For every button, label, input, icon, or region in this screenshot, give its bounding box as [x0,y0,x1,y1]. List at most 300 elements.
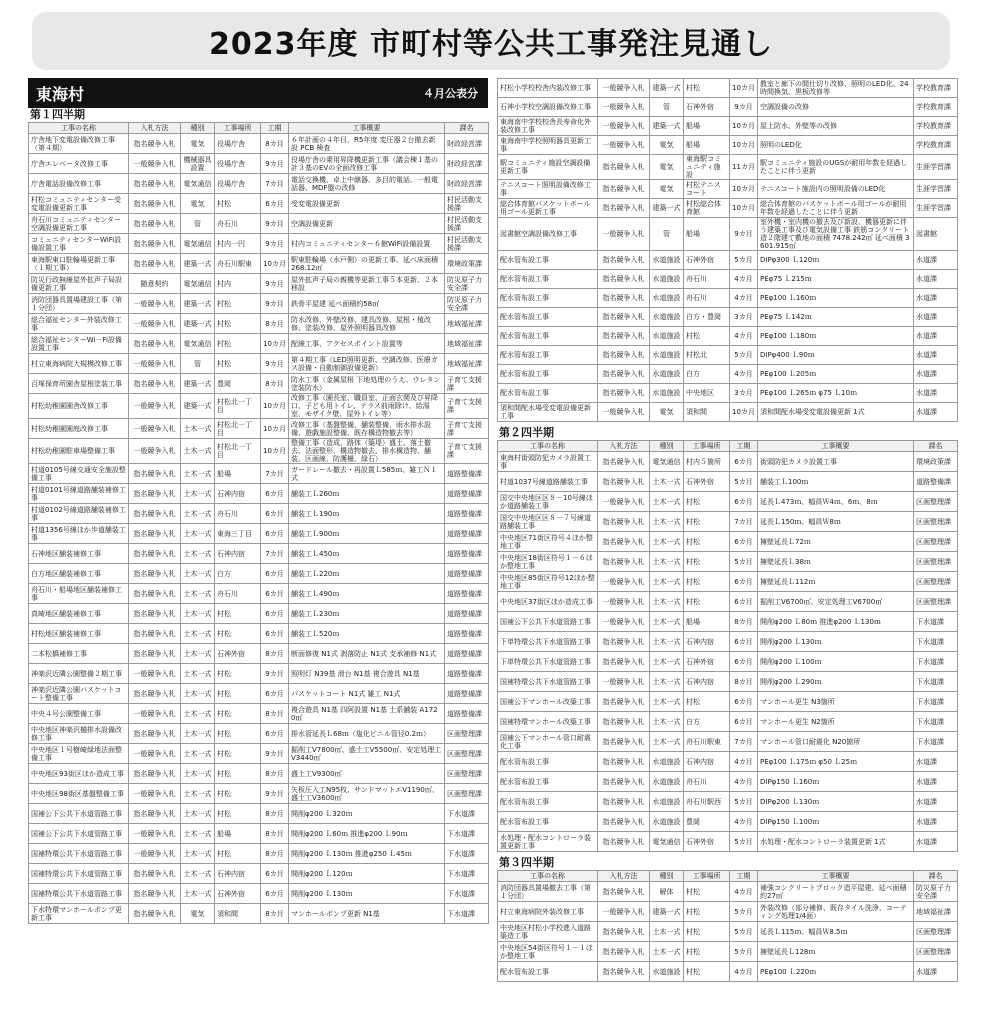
table-row [29,274,489,294]
work-summary: 盛土工V9300㎥ [289,764,445,784]
work-period: 6カ月 [730,492,758,512]
table-row [498,962,958,982]
work-summary: 延長Ｌ473ｍ、幅員Ｗ4ｍ、6ｍ、8ｍ [758,492,914,512]
work-name: 東海南中学校照明器具更新工事 [498,136,598,155]
bid-method: 指名競争入札 [598,832,650,852]
work-location: 村内一円 [215,234,261,254]
bid-method: 一般競争入札 [129,294,181,314]
header-period: 工期 [261,123,289,134]
work-period: 8カ月 [261,374,289,394]
work-summary: 駅東駐輪場（水戸側）の更新工事、延べ床面積 268.12㎡ [289,254,445,274]
work-type: 土木一式 [650,492,684,512]
bid-method: 一般競争入札 [598,79,650,98]
work-type: 建築一式 [181,394,215,419]
left-column [28,78,488,924]
work-summary: 改修工事（園長室、職員室、正面玄関及び昇降口、子ども用トイレ、テラス前雨除け、給湯室、モザイク壁、屋外トイレ等） [289,394,445,419]
work-location: 村松 [684,327,730,346]
work-location: 村松 [215,784,261,804]
work-type: 土木一式 [181,584,215,604]
work-period: 6カ月 [261,564,289,584]
work-name: 村道1356号線ほか歩道舗装工事 [29,524,129,544]
header-type: 種別 [650,441,684,452]
work-location: 村松北一丁目 [215,419,261,439]
work-type: 建築一式 [650,117,684,136]
table-row [29,804,489,824]
work-location: 村内５箇所 [684,452,730,472]
work-location: 舟石川 [684,772,730,792]
department: 水道課 [914,365,958,384]
work-period: 10カ月 [730,117,758,136]
bid-method: 随意契約 [129,274,181,294]
bid-method: 一般競争入札 [598,572,650,592]
header-name: 工事の名称 [498,871,598,882]
work-period: 8カ月 [261,764,289,784]
work-location: 村内 [215,274,261,294]
department: 水道課 [914,962,958,982]
work-location: 船場 [684,136,730,155]
work-period: 9カ月 [261,784,289,804]
department: 水道課 [914,327,958,346]
work-name: 村立東海病院大規模改修工事 [29,354,129,374]
header-bid-method: 入札方法 [598,871,650,882]
work-summary: 舗装工Ｌ520ｍ [289,624,445,644]
department: 道路整備課 [445,564,489,584]
work-location: 石神外宿 [684,472,730,492]
work-summary: 開削φ200 Ｌ80ｍ 推進φ200 Ｌ130ｍ [758,612,914,632]
department: 水道課 [914,403,958,422]
work-period: 6カ月 [261,194,289,214]
work-summary: 屋外拡声子局の親機等更新工事５本更新、２本移設 [289,274,445,294]
work-name: 消防団器具置場撤去工事（第１分団） [498,882,598,902]
work-period: 5カ月 [730,472,758,492]
table-row [498,732,958,752]
work-name: 中央地区37街区ほか造成工事 [498,592,598,612]
work-period: 5カ月 [730,922,758,942]
work-name: 中央地区93街区ほか造成工事 [29,764,129,784]
department: 地域福祉課 [445,334,489,354]
department: 道路整備課 [445,524,489,544]
table-row [498,289,958,308]
work-summary: DIPφ150 Ｌ160ｍ [758,772,914,792]
work-period: 8カ月 [261,314,289,334]
table-row [29,134,489,154]
work-name: 村立東海病院外装改修工事 [498,902,598,922]
work-name: 図書館空調設備改修工事 [498,218,598,251]
work-type: 建築一式 [181,294,215,314]
work-type: 管 [181,214,215,234]
bid-method: 一般競争入札 [598,902,650,922]
department: 生涯学習課 [914,155,958,180]
department: 下水道課 [445,824,489,844]
department: 村民活動支援課 [445,214,489,234]
work-period: 9カ月 [261,154,289,174]
work-period: 6カ月 [730,532,758,552]
work-summary: PEφ100 Ｌ220ｍ [758,962,914,982]
work-name: 神楽沢近隣公園整備２期工事 [29,664,129,684]
work-period: 6カ月 [730,632,758,652]
department: 財政経営課 [445,154,489,174]
bid-method: 指名競争入札 [129,904,181,924]
table-row [29,904,489,924]
work-summary: 室外機・室内機の撤去及び新設、機器更新に伴う建築工事及び電気設備工事 鉄筋コンクリート造２階建て敷地の面積 7478.242㎡ 延べ面積 3601.915㎡ [758,218,914,251]
department: 下水道課 [445,804,489,824]
work-period: 10カ月 [730,136,758,155]
work-period: 4カ月 [730,289,758,308]
department: 区画整理課 [914,922,958,942]
bid-method: 指名競争入札 [129,524,181,544]
department: 区画整理課 [914,492,958,512]
department: 道路整備課 [445,484,489,504]
bid-method: 指名競争入札 [598,452,650,472]
header-name: 工事の名称 [498,441,598,452]
table-row [29,584,489,604]
bid-method: 一般競争入札 [129,354,181,374]
table-row [498,712,958,732]
work-summary: 舗装工Ｌ100ｍ [758,472,914,492]
bid-method: 指名競争入札 [598,346,650,365]
work-period: 7カ月 [730,732,758,752]
department: 下水道課 [445,844,489,864]
work-period: 9カ月 [261,214,289,234]
department: 下水道課 [914,672,958,692]
work-period: 10カ月 [261,419,289,439]
work-name: 消防団器具置場建設工事（第１分団） [29,294,129,314]
work-name: 国補特環マンホール改築工事 [498,712,598,732]
work-name: 配水管布設工事 [498,772,598,792]
work-name: 防災行政無線屋外拡声子局設備更新工事 [29,274,129,294]
department: 水道課 [914,812,958,832]
work-name: 配水管布設工事 [498,327,598,346]
work-summary: 矢板圧入工N95枚、サンドマットエV1190㎥、盛土工V3600㎥ [289,784,445,804]
bid-method: 一般競争入札 [129,154,181,174]
bid-method: 指名競争入札 [598,692,650,712]
work-type: 土木一式 [181,524,215,544]
bid-method: 指名競争入札 [129,464,181,484]
work-name: 配水管布設工事 [498,752,598,772]
work-summary: PEφ100 Ｌ205ｍ [758,365,914,384]
table-row [498,251,958,270]
work-period: 10カ月 [261,334,289,354]
work-period: 9カ月 [261,664,289,684]
work-location: 船場 [215,824,261,844]
header-period: 工期 [730,871,758,882]
work-summary: PEφ100 Ｌ265ｍ φ75 Ｌ10ｍ [758,384,914,403]
work-name: 村松地区舗装補修工事 [29,624,129,644]
work-location: 白方 [684,365,730,384]
work-name: 須和間配水場受変電設備更新工事 [498,403,598,422]
work-location: 石神外宿 [215,884,261,904]
work-name: 二本松橋補修工事 [29,644,129,664]
work-location: 村松 [215,704,261,724]
bid-method: 指名競争入札 [598,712,650,732]
work-type: 建築一式 [181,254,215,274]
work-type: 土木一式 [181,704,215,724]
bid-method: 指名競争入札 [129,214,181,234]
work-summary: 擁壁延長Ｌ72ｍ [758,532,914,552]
header-bid-method: 入札方法 [598,441,650,452]
table-row [498,652,958,672]
table-row [29,484,489,504]
department: 区画整理課 [914,552,958,572]
work-name: 配水管布設工事 [498,346,598,365]
work-type: 土木一式 [650,672,684,692]
table-row [29,564,489,584]
department: 子育て支援課 [445,394,489,419]
work-summary: 防水工事（金属屋根 下地処理のうえ、ウレタン塗装防水） [289,374,445,394]
work-summary: 擁壁延長Ｌ112ｍ [758,572,914,592]
department: 道路整備課 [445,604,489,624]
work-period: 4カ月 [730,812,758,832]
work-location: 村松 [215,744,261,764]
header-summary: 工事概要 [289,123,445,134]
table-row [29,334,489,354]
work-location: 石神内宿 [684,632,730,652]
work-location: 村松 [684,512,730,532]
table-row [29,844,489,864]
table-row [498,98,958,117]
work-summary: 排水管延長Ｌ68ｍ（塩化ビニル管径0.2ｍ） [289,724,445,744]
work-summary: 屋上防水、外壁等の改修 [758,117,914,136]
work-type: 土木一式 [181,484,215,504]
work-summary: DIPφ300 Ｌ120ｍ [758,251,914,270]
work-location: 須和間 [215,904,261,924]
work-location: 村松 [215,684,261,704]
work-type: 土木一式 [181,664,215,684]
work-type: 土木一式 [650,652,684,672]
table-row [29,664,489,684]
header-bid-method: 入札方法 [129,123,181,134]
work-period: 9カ月 [261,744,289,764]
work-location: 村松 [215,194,261,214]
work-name: 村道0102号線道路舗装補修工事 [29,504,129,524]
table-row [29,394,489,419]
header-location: 工事場所 [684,441,730,452]
work-summary: マンホール更生 N2箇所 [758,712,914,732]
work-summary: 空調設備更新 [289,214,445,234]
work-location: 石神外宿 [684,652,730,672]
bid-method: 指名競争入札 [129,684,181,704]
work-period: 6カ月 [261,504,289,524]
table-row [498,472,958,492]
work-summary: 須和間配水場受変電設備更新 1式 [758,403,914,422]
bid-method: 一般競争入札 [129,784,181,804]
work-type: 土木一式 [181,764,215,784]
work-summary: 舗装工Ｌ190ｍ [289,504,445,524]
table-row [29,524,489,544]
work-name: 配水管布設工事 [498,251,598,270]
work-location: 石神内宿 [215,864,261,884]
work-location: 村松 [215,764,261,784]
table-row [498,532,958,552]
header-type: 種別 [650,871,684,882]
work-summary: 開削φ200 Ｌ320ｍ [289,804,445,824]
work-summary: DIPφ150 Ｌ100ｍ [758,812,914,832]
work-type: 土木一式 [650,942,684,962]
department: 水道課 [914,772,958,792]
village-name: 東海村 [36,84,85,104]
works-table-q1-left [28,122,489,924]
bid-method: 指名競争入札 [129,504,181,524]
work-location: 舟石川 [684,289,730,308]
department: 下水道課 [914,692,958,712]
department: 道路整備課 [445,684,489,704]
table-row [29,884,489,904]
table-row [498,692,958,712]
work-summary: テニスコート施設内の照明設備のLED化 [758,180,914,199]
bid-method: 指名競争入札 [598,552,650,572]
bid-method: 一般競争入札 [598,492,650,512]
work-location: 石神内宿 [215,484,261,504]
department: 道路整備課 [445,504,489,524]
work-summary: 断面修復 N1式 剥落防止 N1式 支承補修 N1式 [289,644,445,664]
work-summary: 舗装工Ｌ260ｍ [289,484,445,504]
work-name: コミュニティセンターWiFi設備設置工事 [29,234,129,254]
bid-method: 指名競争入札 [598,512,650,532]
work-type: 管 [650,218,684,251]
bid-method: 指名競争入札 [598,199,650,218]
work-location: 村松 [684,492,730,512]
work-period: 6カ月 [261,584,289,604]
work-summary: DIPφ200 Ｌ130ｍ [758,792,914,812]
work-summary: マンホールポンプ更新 N1基 [289,904,445,924]
work-location: 船場 [684,612,730,632]
work-type: 水道施設 [650,962,684,982]
department: 子育て支援課 [445,374,489,394]
table-row [498,632,958,652]
bid-method: 指名競争入札 [129,804,181,824]
table-row [29,254,489,274]
work-period: 7カ月 [730,512,758,532]
work-name: 下単特環公共下水道管路工事 [498,632,598,652]
work-name: 国補公下マンホール管口耐震化工事 [498,732,598,752]
bid-method: 指名競争入札 [598,270,650,289]
work-location: 役場庁舎 [215,134,261,154]
work-location: 村松 [684,962,730,982]
department: 水道課 [914,251,958,270]
work-period: 10カ月 [730,79,758,98]
department: 村民活動支援課 [445,194,489,214]
work-name: 村松小学校校舎内装改修工事 [498,79,598,98]
bid-method: 一般競争入札 [598,612,650,632]
department: 区画整理課 [914,512,958,532]
work-type: 土木一式 [181,464,215,484]
table-row [29,194,489,214]
work-name: 村道0105号線交通安全施設整備工事 [29,464,129,484]
work-type: 土木一式 [650,692,684,712]
section-title-q2: 第２四半期 [499,426,554,439]
work-summary: 舗装工Ｌ490ｍ [289,584,445,604]
work-location: 白方・豊岡 [684,308,730,327]
work-period: 8カ月 [261,804,289,824]
table-row [498,612,958,632]
work-summary: DIPφ400 Ｌ90ｍ [758,346,914,365]
work-period: 10カ月 [261,394,289,419]
work-type: 土木一式 [181,724,215,744]
table-row [498,922,958,942]
work-period: 6カ月 [730,452,758,472]
work-period: 7カ月 [261,544,289,564]
work-location: 村松 [215,354,261,374]
work-type: 水道施設 [650,752,684,772]
bid-method: 指名競争入札 [598,752,650,772]
bid-method: 指名競争入札 [598,155,650,180]
work-period: 8カ月 [261,824,289,844]
work-name: 国補公下公共下水道管路工事 [29,824,129,844]
work-location: 船場 [684,218,730,251]
table-row [29,439,489,464]
work-location: 舟石川 [215,214,261,234]
work-period: 5カ月 [730,942,758,962]
work-summary: 電話交換機、卓上中継器、多目的電話、一般電話器、MDF盤の改修 [289,174,445,194]
work-summary: 延長Ｌ150ｍ、幅員Ｗ8ｍ [758,512,914,532]
work-type: 土木一式 [181,624,215,644]
work-period: 10カ月 [730,403,758,422]
work-summary: PEφ100 Ｌ160ｍ [758,289,914,308]
work-location: 豊岡 [684,812,730,832]
department: 生涯学習課 [914,199,958,218]
work-period: 10カ月 [261,254,289,274]
work-type: 建築一式 [650,79,684,98]
work-summary: 配線工事、アクセスポイント設置等 [289,334,445,354]
department: 水道課 [914,289,958,308]
work-period: 7カ月 [261,174,289,194]
work-location: 須和間 [684,403,730,422]
work-name: 村松幼稚園園庭改修工事 [29,419,129,439]
work-summary: 開削φ200 Ｌ130ｍ [758,632,914,652]
bid-method: 指名競争入札 [598,308,650,327]
work-summary: 役場庁舎の乗用昇降機更新工事（議会棟１基の計３基のEVの全面改修工事 [289,154,445,174]
work-period: 5カ月 [730,346,758,365]
bid-method: 指名競争入札 [129,134,181,154]
department: 学校教育課 [914,117,958,136]
bid-method: 指名競争入札 [598,942,650,962]
work-type: 電気 [650,136,684,155]
right-column [497,78,957,982]
bid-method: 一般競争入札 [129,419,181,439]
table-row [29,864,489,884]
table-row [29,824,489,844]
work-type: 電気通信 [650,452,684,472]
work-period: 6カ月 [261,624,289,644]
work-location: 舟石川 [684,270,730,289]
work-period: 9カ月 [261,274,289,294]
work-location: 石神内宿 [215,544,261,564]
work-name: 国補公下マンホール改築工事 [498,692,598,712]
work-type: 水道施設 [650,270,684,289]
work-name: 国交中央地区区８－７号線道路舗装工事 [498,512,598,532]
work-location: 白方 [215,564,261,584]
work-summary: 街頭防犯カメラ設置工事 [758,452,914,472]
department: 下水道課 [914,712,958,732]
table-row [498,155,958,180]
bid-method: 指名競争入札 [129,254,181,274]
bid-method: 指名競争入札 [598,532,650,552]
published-label: ４月公表分 [423,87,478,100]
work-name: 配水管布設工事 [498,308,598,327]
bid-method: 指名競争入札 [598,327,650,346]
page-title: 2023年度 市町村等公共工事発注見通し [209,27,773,62]
work-name: 中央地区神楽沢樋排水設備改修工事 [29,724,129,744]
work-summary: マンホール管口耐震化 N20箇所 [758,732,914,752]
work-period: 4カ月 [730,962,758,982]
work-period: 11カ月 [730,155,758,180]
work-period: 6カ月 [730,692,758,712]
work-location: 白方 [684,712,730,732]
work-location: 役場庁舎 [215,174,261,194]
work-summary: PEφ75 Ｌ142ｍ [758,308,914,327]
work-location: 村松 [684,572,730,592]
header-department: 課名 [445,123,489,134]
